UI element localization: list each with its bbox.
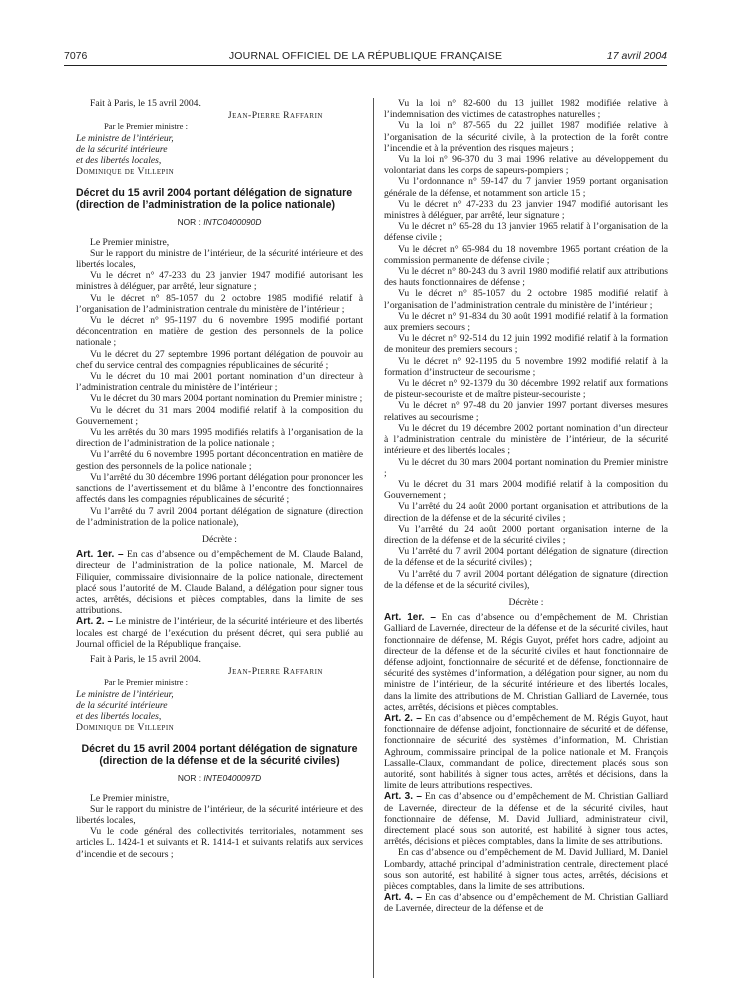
nor-reference [76,773,363,784]
decree-paragraph: Le Premier ministre, [90,792,170,804]
decrete-heading: Décrète : [202,533,237,545]
right-column [384,98,668,915]
decree-paragraph: Vu le décret n° 65-984 du 18 novembre 1965 portant création de la commission permanente de défense civile ; [384,243,668,266]
signature-minister-title-line: de la sécurité intérieure [76,143,168,155]
decree-paragraph: Vu le décret n° 95-1197 du 6 novembre 1995 modifié portant déconcentration en matière de gestion des personnels de la police nationale ; [76,315,363,349]
article [384,713,668,791]
article [76,616,363,650]
article-text: En cas d’absence ou d’empêchement de M. Christian Galliard de Lavernée, directeur de la défense et de [384,892,668,915]
decree-paragraph: Vu le code général des collectivités territoriales, notamment ses articles L. 1424-1 et suivants et R. 1414-1 et suivants relatifs aux services d’incendie et de secours ; [76,826,363,860]
signature-minister-title-line: et des libertés locales, [76,710,162,722]
signature-signer: Jean-Pierre Raffarin [227,110,323,122]
signature-block [76,654,363,733]
nor-code: INTC0400090D [203,217,262,228]
page-header [64,50,667,66]
decree-paragraph: Vu les arrêtés du 30 mars 1995 modifiés relatifs à l’organisation de la direction de l’administration de la police nationale ; [76,427,363,450]
decree-paragraph: Vu la loi n° 82-600 du 13 juillet 1982 modifiée relative à l’indemnisation des victimes de catastrophes naturelles ; [384,98,668,121]
article-label: Art. 3. – [384,791,422,803]
decree-paragraph: Vu le décret du 10 mai 2001 portant nomination d’un directeur à l’administration centrale du ministère de l’intérieur ; [76,371,363,394]
decree-paragraph: Vu la loi n° 87-565 du 22 juillet 1987 modifiée relative à l’organisation de la sécurité civile, à la protection de la forêt contre l’incendie et à la prévention des risques majeurs ; [384,120,668,154]
decree-paragraph: Vu l’arrêté du 6 novembre 1995 portant déconcentration en matière de gestion des personnels de la police nationale ; [76,449,363,472]
decree-paragraph: Vu l’arrêté du 30 décembre 1996 portant délégation pour prononcer les sanctions de l’avertissement et du blâme à l’encontre des fonctionnaires affectés dans les compagnies républicaines de sécurité ; [76,471,363,506]
left-column [76,98,363,860]
column-divider [373,98,374,978]
article-text: En cas d’absence ou d’empêchement de M. Régis Guyot, haut fonctionnaire de défense adjoint, fonctionnaire de sécurité et de défense, fonctionnaire de sécurité des systèmes d’information, M. Christian Aghroum, commissaire principal de la police nationale et M. François Lassalle-Claux, commandant de police, directement placés sous son autorité, sont habilités à signer tous actes, arrêtés et décisions, dans la limite de leurs attributions respectives. [384,712,668,792]
decree-paragraph: Vu l’ordonnance n° 59-147 du 7 janvier 1959 portant organisation générale de la défense, et notamment son article 15 ; [384,176,668,199]
article-label: Art. 4. – [384,892,422,904]
decree-paragraph: Vu le décret n° 92-1195 du 5 novembre 1992 modifié relatif à la formation d’instructeur de secourisme ; [384,355,668,378]
article-text: En cas d’absence ou d’empêchement de M. Christian Galliard de Lavernée, directeur de la défense et de la sécurité civiles, haut fonctionnaire de défense, M. Régis Guyot, préfet hors cadre, adjoint au directeur de la défense et de la sécurité civiles et haut fonctionnaire de défense adjoint, fonctionnaire de sécurité et de défense, fonctionnaire de sécurité des systèmes d’information, a délégation pour signer, au nom du ministre de l’intérieur, de la sécurité intérieure et des libertés locales, dans la limite des attributions de M. Christian Galliard de Lavernée, tous actes, arrêtés, décisions et pièces comptables. [384,612,668,713]
decree-paragraph: Vu le décret du 30 mars 2004 portant nomination du Premier ministre ; [90,393,363,405]
signature-for-label: Par le Premier ministre : [104,677,189,688]
decree-paragraph: Vu le décret n° 47-233 du 23 janvier 1947 modifié autorisant les ministres à déléguer, par arrêté, leur signature ; [384,198,668,222]
decree-paragraph: Vu le décret du 27 septembre 1996 portant délégation de pouvoir au chef du service central des compagnies républicaines de sécurité ; [76,348,363,371]
decree-paragraph: Vu le décret n° 92-1379 du 30 décembre 1992 relatif aux formations de pisteur-secouriste et de maître pisteur-secouriste ; [384,378,668,401]
signature-for-label: Par le Premier ministre : [104,121,189,132]
decree-paragraph: Vu l’arrêté du 7 avril 2004 portant délégation de signature (direction de la défense et de la sécurité civiles), [384,568,668,591]
decree-paragraph: Vu la loi n° 96-370 du 3 mai 1996 relative au développement du volontariat dans les corps de sapeurs-pompiers ; [384,154,668,177]
article-text: Le ministre de l’intérieur, de la sécurité intérieure et des libertés locales est chargé de l’exécution du présent décret, qui sera publié au Journal officiel de la République française. [76,616,364,650]
article-label: Art. 2. – [76,616,114,628]
article [384,892,668,914]
article-label: Art. 1er. – [384,612,436,624]
article-text: En cas d’absence ou d’empêchement de M. Claude Baland, directeur de l’administration de la police nationale, M. Marcel de Filiquier, commissaire divisionnaire de la police nationale, directement placé sous l’autorité de M. Claude Baland, a délégation pour signer tous actes, arrêtés, décisions et pièces comptables, dans la limite de ses attributions. [76,549,363,617]
decree-paragraph: Vu l’arrêté du 24 août 2000 portant organisation interne de la direction de la défense et de la sécurité civiles ; [384,523,668,546]
signature-place-date: Fait à Paris, le 15 avril 2004. [90,98,201,109]
article-text: En cas d’absence ou d’empêchement de M. Christian Galliard de Lavernée, directeur de la défense et de la sécurité civiles, haut fonctionnaire de défense, M. David Julliard, administrateur civil, directement placé sous son autorité, est habilité à signer tous actes, arrêtés, décisions et pièces comptables, dans la limite de ses attributions. [384,791,668,848]
decree-paragraph: Sur le rapport du ministre de l’intérieur, de la sécurité intérieure et des libertés locales, [76,247,363,271]
decree-paragraph: Vu le décret n° 85-1057 du 2 octobre 1985 modifié relatif à l’organisation de l’administration centrale du ministère de l’intérieur ; [76,292,363,315]
article [384,791,668,847]
article-label: Art. 1er. – [76,549,124,561]
article [76,549,363,616]
decree-paragraph: Vu l’arrêté du 7 avril 2004 portant délégation de signature (direction de l’administration de la police nationale), [76,505,363,528]
decree-paragraph: Vu l’arrêté du 24 août 2000 portant organisation et attributions de la direction de la défense et de la sécurité civiles ; [384,501,668,524]
decree-paragraph: Vu le décret n° 92-514 du 12 juin 1992 modifié relatif à la formation de moniteur des premiers secours ; [384,333,668,356]
decree-paragraph: Vu le décret du 31 mars 2004 modifié relatif à la composition du Gouvernement ; [76,404,363,427]
nor-code: INTE0400097D [203,773,262,784]
decree-paragraph: Vu le décret n° 47-233 du 23 janvier 1947 modifié autorisant les ministres à déléguer, par arrêté, leur signature ; [76,270,363,293]
nor-label: NOR : [177,217,201,228]
signature-minister-title-line: et des libertés locales, [76,155,162,167]
signature-minister-title-line: de la sécurité intérieure [76,699,168,711]
decree-paragraph: Vu le décret du 19 décembre 2002 portant nomination d’un directeur à l’administration centrale du ministère de l’intérieur, de la sécurité intérieure et des libertés locales ; [384,422,668,457]
article-label: Art. 2. – [384,712,422,724]
nor-label: NOR : [177,773,202,784]
signature-minister-name: Dominique de Villepin [76,722,175,734]
page-number: 7076 [64,50,88,62]
nor-reference [76,217,363,228]
decree-paragraph: Vu l’arrêté du 7 avril 2004 portant délégation de signature (direction de la défense et de la sécurité civiles) ; [384,546,668,569]
decree-title: Décret du 15 avril 2004 portant délégation de signature (direction de l’administration de la police nationale) [76,187,353,212]
signature-minister-name: Dominique de Villepin [76,166,175,178]
decrete-heading: Décrète : [508,596,544,608]
decree-paragraph: Le Premier ministre, [90,236,170,248]
decree-paragraph: Vu le décret du 30 mars 2004 portant nomination du Premier ministre ; [384,456,668,479]
decree-paragraph: Vu le décret n° 65-28 du 13 janvier 1965 relatif à l’organisation de la défense civile ; [384,221,668,244]
article-continuation: En cas d’absence ou d’empêchement de M. David Julliard, M. Daniel Lombardy, attaché principal d’administration centrale, directement placé sous son autorité, est habilité à signer tous actes, arrêtés, décisions et pièces comptables, dans la limite de ses attributions. [384,847,668,893]
signature-minister-title-line: Le ministre de l’intérieur, [76,132,174,144]
decree-paragraph: Sur le rapport du ministre de l’intérieur, de la sécurité intérieure et des libertés locales, [76,803,363,826]
decree-title: Décret du 15 avril 2004 portant délégation de signature (direction de la défense et de la sécurité civiles) [81,743,358,768]
decree-paragraph: Vu le décret n° 91-834 du 30 août 1991 modifié relatif à la formation aux premiers secours ; [384,310,668,334]
decree-paragraph: Vu le décret n° 85-1057 du 2 octobre 1985 modifié relatif à l’organisation de l’administration centrale du ministère de l’intérieur ; [384,288,668,311]
top-signature-block [76,98,363,177]
header-rule [64,65,667,66]
issue-date: 17 avril 2004 [606,50,667,62]
signature-signer: Jean-Pierre Raffarin [227,666,323,678]
decree-paragraph: Vu le décret n° 80-243 du 3 avril 1980 modifié relatif aux attributions des hauts fonctionnaires de défense ; [384,266,668,289]
signature-minister-title-line: Le ministre de l’intérieur, [76,688,174,700]
article [384,612,668,713]
signature-place-date: Fait à Paris, le 15 avril 2004. [90,653,201,665]
decree-paragraph: Vu le décret du 31 mars 2004 modifié relatif à la composition du Gouvernement ; [384,478,668,502]
journal-title: JOURNAL OFFICIEL DE LA RÉPUBLIQUE FRANÇAISE [228,50,503,62]
decree-paragraph: Vu le décret n° 97-48 du 20 janvier 1997 portant diverses mesures relatives au secourisme ; [384,400,668,423]
